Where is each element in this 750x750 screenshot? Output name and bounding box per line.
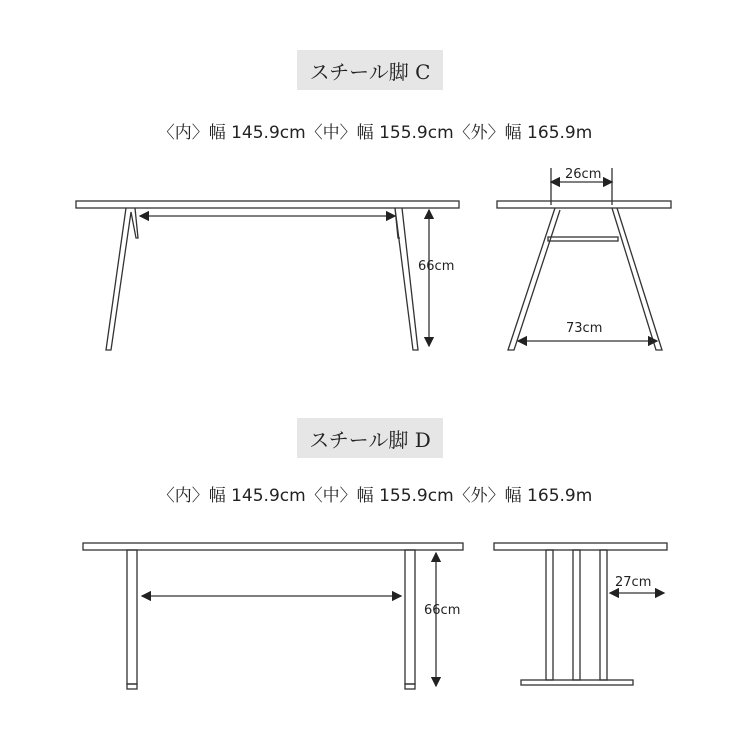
table-d-side-top xyxy=(494,543,667,550)
section-d-title: スチール脚 D xyxy=(297,418,443,458)
table-d-side-leg-3 xyxy=(600,550,607,680)
table-c-front-view xyxy=(76,201,459,350)
table-c-right-leg xyxy=(395,208,418,350)
table-c-cross-bar xyxy=(548,237,618,241)
table-c-front-top xyxy=(76,201,459,208)
table-d-height-label: 66cm xyxy=(424,603,461,618)
table-d-side-leg-1 xyxy=(546,550,553,680)
table-d-front-view xyxy=(83,543,463,689)
table-d-left-foot xyxy=(127,684,137,689)
section-c-sizes: 〈内〉幅 145.9cm〈中〉幅 155.9cm〈外〉幅 165.9m xyxy=(157,123,593,143)
table-d-side-label: 27cm xyxy=(615,575,652,590)
table-d-right-foot xyxy=(405,684,415,689)
table-c-side-right-leg xyxy=(612,208,662,350)
table-c-top-label: 26cm xyxy=(565,167,602,182)
table-c-bottom-label: 73cm xyxy=(566,321,603,336)
section-c-title: スチール脚 C xyxy=(297,50,443,90)
table-d-side-leg-2 xyxy=(573,550,580,680)
table-d-side-view xyxy=(494,543,667,685)
table-c-left-leg xyxy=(106,208,138,350)
table-d-right-leg xyxy=(405,550,415,684)
table-d-left-leg xyxy=(127,550,137,684)
table-c-side-top xyxy=(497,201,671,208)
section-d-sizes: 〈内〉幅 145.9cm〈中〉幅 155.9cm〈外〉幅 165.9m xyxy=(157,486,593,506)
table-d-front-top xyxy=(83,543,463,550)
table-c-height-label: 66cm xyxy=(418,259,455,274)
table-c-side-left-leg xyxy=(508,208,560,350)
table-d-side-base xyxy=(521,680,633,685)
